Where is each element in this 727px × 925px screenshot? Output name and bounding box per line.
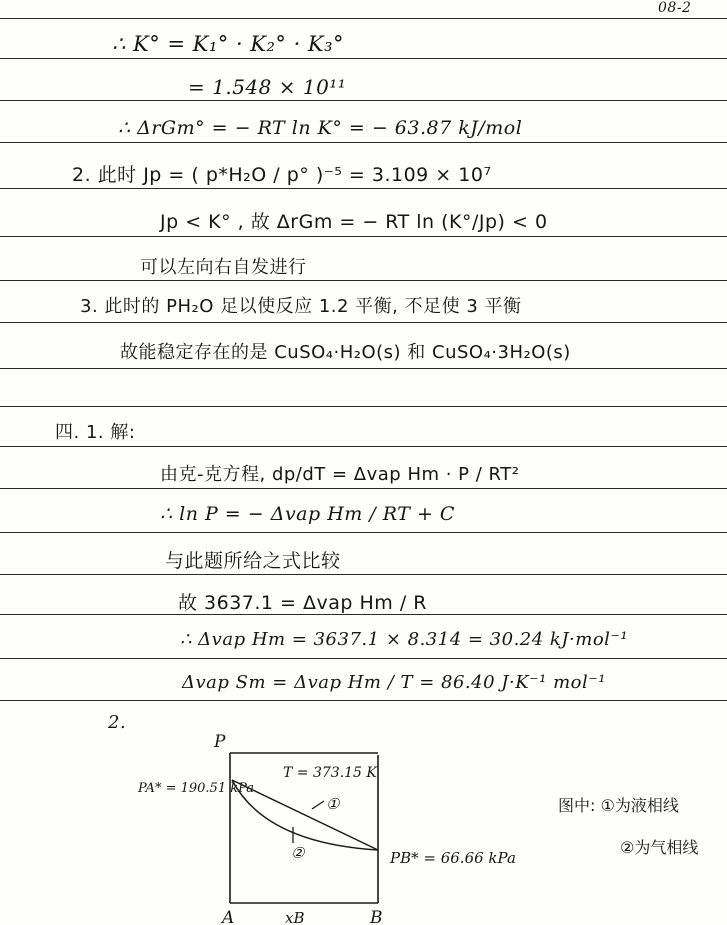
q3-line-1: 3. 此时的 PH₂O 足以使反应 1.2 平衡, 不足使 3 平衡 [80,296,522,317]
section-4-part-2: 2. [108,712,127,733]
x-axis-end-label: B [370,908,383,925]
ruled-line [0,574,727,575]
equate-line: 故 3637.1 = Δvap Hm / R [178,592,427,614]
temperature-label: T = 373.15 K [283,765,377,781]
ruled-line [0,368,727,369]
ruled-line [0,188,727,189]
ruled-line [0,280,727,281]
ruled-line [0,406,727,407]
q3-line-2: 故能稳定存在的是 CuSO₄·H₂O(s) 和 CuSO₄·3H₂O(s) [120,342,571,363]
liquidus-line [232,780,378,850]
compare-line: 与此题所给之式比较 [165,550,341,572]
ruled-line [0,488,727,489]
q2-compare-line: Jp < K° , 故 ΔrGm = − RT ln (K°/Jp) < 0 [160,211,548,233]
x-axis-start-label: A [222,908,235,925]
k-product-line: ∴ K° = K₁° · K₂° · K₃° [112,32,345,56]
ruled-line [0,142,727,143]
ruled-line [0,58,727,59]
curve-1-label: ① [326,795,340,813]
x-b-label: xB [285,909,305,925]
ruled-line [0,100,727,101]
vaporization-enthalpy-line: ∴ Δvap Hm = 3637.1 × 8.314 = 30.24 kJ·mol⁻¹ [180,629,629,650]
curve-1-pointer [312,801,324,809]
phase-diagram [100,725,727,925]
ruled-line [0,446,727,447]
curve-2-label: ② [291,844,305,862]
vaporization-entropy-line: Δvap Sm = Δvap Hm / T = 86.40 J·K⁻¹ mol⁻¹ [182,672,606,693]
q2-jp-line: 2. 此时 Jp = ( p*H₂O / p° )⁻⁵ = 3.109 × 10⁷ [72,164,492,186]
ruled-line [0,322,727,323]
clausius-clapeyron-line: 由克-克方程, dp/dT = Δvap Hm · P / RT² [160,464,520,485]
ruled-line [0,18,727,19]
ruled-line [0,236,727,237]
q2-conclusion-line: 可以左向右自发进行 [140,257,307,278]
gibbs-energy-line: ∴ ΔrGm° = − RT ln K° = − 63.87 kJ/mol [118,117,523,139]
ruled-line [0,700,727,701]
ruled-line [0,532,727,533]
ruled-line [0,658,727,659]
ln-p-line: ∴ ln P = − Δvap Hm / RT + C [160,503,455,525]
pb-star-label: PB* = 66.66 kPa [390,849,516,867]
pressure-axis-label: P [214,732,226,752]
page-number: 08-2 [658,0,692,16]
section-4-header: 四. 1. 解: [55,422,136,443]
pa-star-label: PA* = 190.51 kPa [138,781,255,796]
k-value-line: = 1.548 × 10¹¹ [188,75,347,99]
legend-vapor: ②为气相线 [620,838,699,857]
legend-liquid: 图中: ①为液相线 [558,796,679,815]
